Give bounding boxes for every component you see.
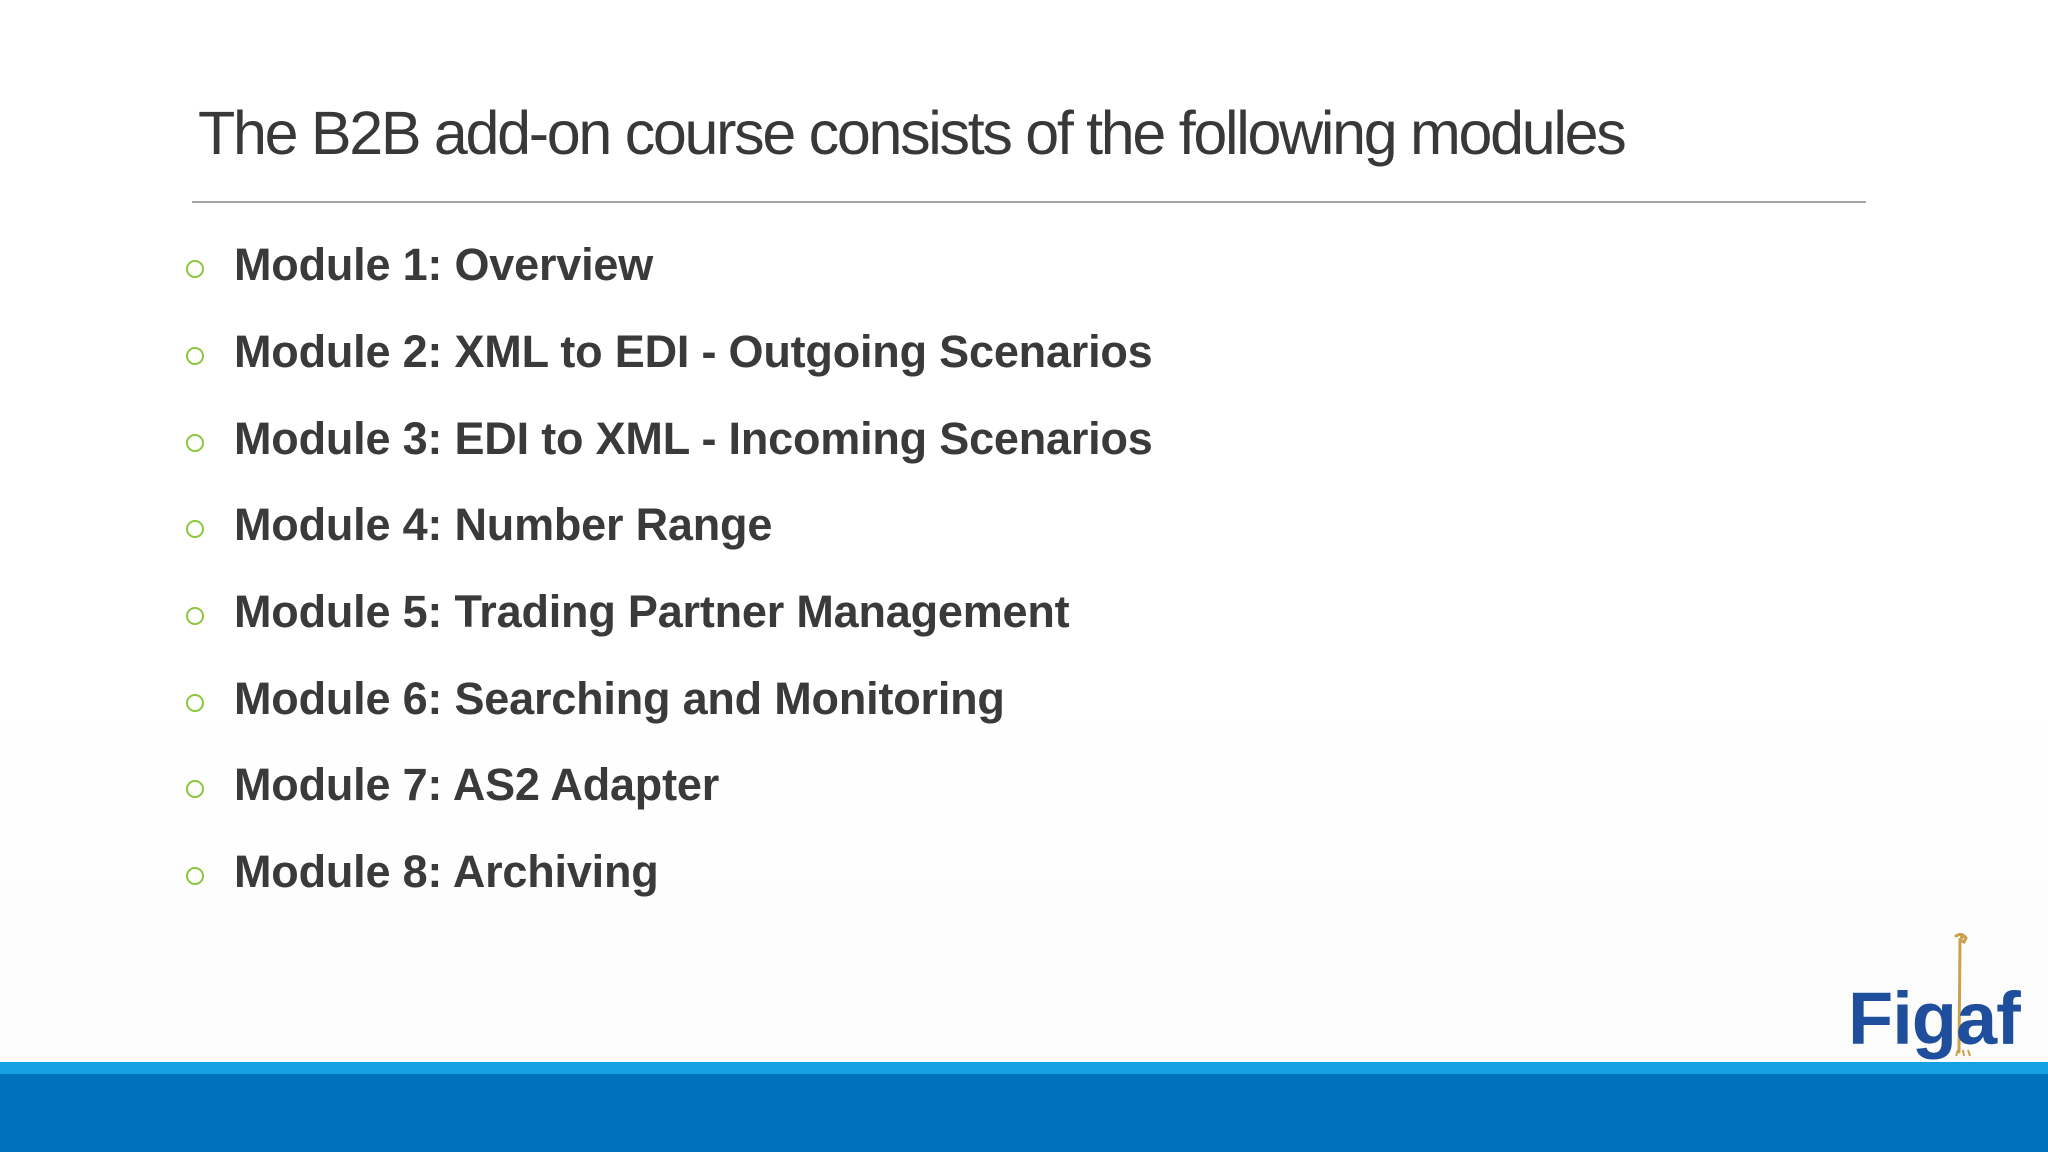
- bullet-icon: [186, 694, 204, 712]
- bullet-icon: [186, 260, 204, 278]
- module-label: Module 2: XML to EDI - Outgoing Scenarios: [234, 326, 1153, 378]
- list-item: [186, 482, 1153, 569]
- list-item: [186, 655, 1153, 742]
- footer-band-dark: [0, 1074, 2048, 1152]
- bullet-icon: [186, 434, 204, 452]
- list-item: [186, 742, 1153, 829]
- bullet-icon: [186, 520, 204, 538]
- title-divider: [192, 201, 1866, 203]
- footer-band-light: [0, 1062, 2048, 1074]
- module-label: Module 8: Archiving: [234, 846, 659, 898]
- figaf-logo: [1848, 932, 2028, 1058]
- module-list: [186, 222, 1153, 916]
- bullet-icon: [186, 867, 204, 885]
- logo-text: Figaf: [1848, 977, 2020, 1060]
- module-label: Module 7: AS2 Adapter: [234, 759, 720, 811]
- module-label: Module 3: EDI to XML - Incoming Scenarios: [234, 412, 1153, 464]
- list-item: [186, 222, 1153, 309]
- bullet-icon: [186, 780, 204, 798]
- module-label: Module 4: Number Range: [234, 499, 773, 551]
- module-label: Module 5: Trading Partner Management: [234, 586, 1070, 638]
- bullet-icon: [186, 607, 204, 625]
- list-item: [186, 569, 1153, 656]
- bullet-icon: [186, 347, 204, 365]
- slide-title: The B2B add-on course consists of the following modules: [198, 99, 1625, 167]
- module-label: Module 6: Searching and Monitoring: [234, 672, 1005, 724]
- list-item: [186, 395, 1153, 482]
- list-item: [186, 829, 1153, 916]
- module-label: Module 1: Overview: [234, 239, 654, 291]
- list-item: [186, 309, 1153, 396]
